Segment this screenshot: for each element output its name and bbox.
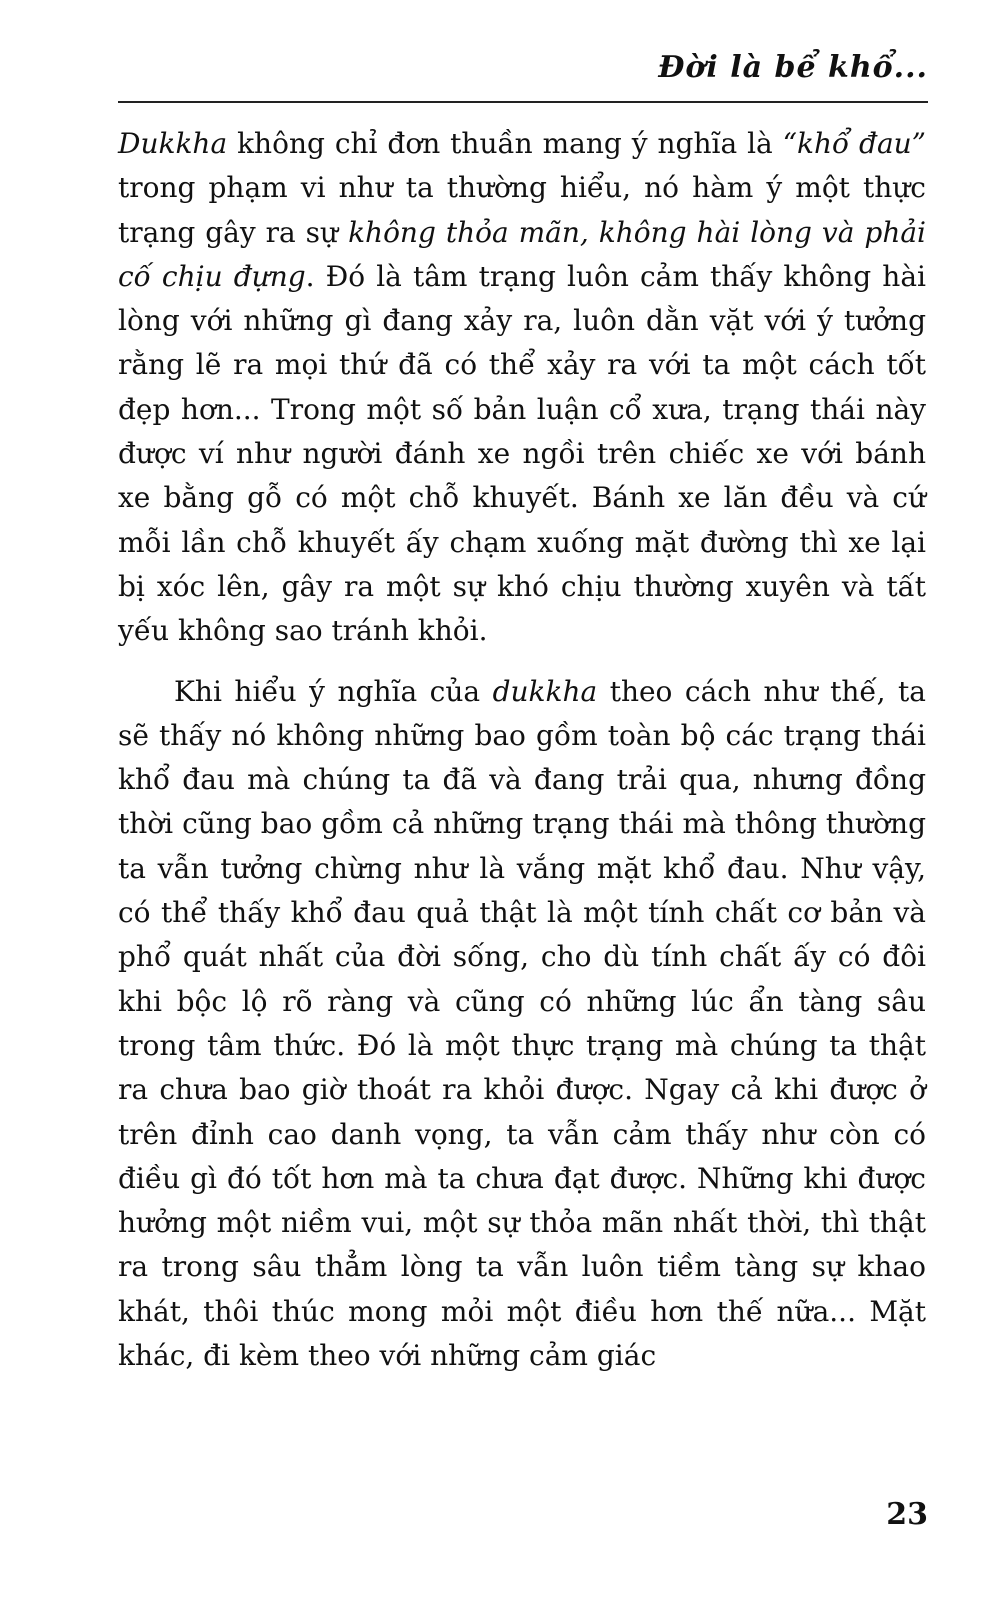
text-segment: trong phạm vi như ta thường hiểu, nó hàm ý một thực trạng gây ra sự (118, 171, 926, 249)
text-segment: không chỉ đơn thuần mang ý nghĩa là (227, 127, 783, 160)
body-text (118, 122, 926, 1378)
text-segment: Khi hiểu ý nghĩa của (174, 674, 493, 708)
header-rule (118, 101, 928, 103)
term-dukkha: dukkha (492, 674, 598, 708)
emphasis-phrase: không thỏa mãn, không hài lòng và phải cố chịu đựng (118, 215, 927, 293)
quoted-term: “khổ đau” (782, 127, 926, 160)
paragraph-2 (118, 670, 926, 1379)
running-title: Đời là bể khổ... (658, 50, 928, 85)
page-number: 23 (886, 1497, 928, 1532)
text-segment: . Đó là tâm trạng luôn cảm thấy không hài lòng với những gì đang xảy ra, luôn dằn vặt với ý tưởng rằng lẽ ra mọi thứ đã có thể xảy ra với ta một cách tốt đẹp hơn... Trong một số bản luận cổ xưa, trạng thái này được ví như người đánh xe ngồi trên chiếc xe với bánh xe bằng gỗ có một chỗ khuyết. Bánh xe lăn đều và cứ mỗi lần chỗ khuyết ấy chạm xuống mặt đường thì xe lại bị xóc lên, gây ra một sự khó chịu thường xuyên và tất yếu không sao tránh khỏi. (118, 259, 926, 648)
text-segment: theo cách như thế, ta sẽ thấy nó không những bao gồm toàn bộ các trạng thái khổ đau mà chúng ta đã và đang trải qua, nhưng đồng thời cũng bao gồm cả những trạng thái mà thông thường ta vẫn tưởng chừng như là vắng mặt khổ đau. Như vậy, có thể thấy khổ đau quả thật là một tính chất cơ bản và phổ quát nhất của đời sống, cho dù tính chất ấy có đôi khi bộc lộ rõ ràng và cũng có những lúc ẩn tàng sâu trong tâm thức. Đó là một thực trạng mà chúng ta thật ra chưa bao giờ thoát ra khỏi được. Ngay cả khi được ở trên đỉnh cao danh vọng, ta vẫn cảm thấy như còn có điều gì đó tốt hơn mà ta chưa đạt được. Những khi được hưởng một niềm vui, một sự thỏa mãn nhất thời, thì thật ra trong sâu thẳm lòng ta vẫn luôn tiềm tàng sự khao khát, thôi thúc mong mỏi một điều hơn thế nữa... Mặt khác, đi kèm theo với những cảm giác (118, 674, 926, 1373)
term-dukkha: Dukkha (118, 127, 228, 160)
paragraph-1 (118, 122, 926, 654)
